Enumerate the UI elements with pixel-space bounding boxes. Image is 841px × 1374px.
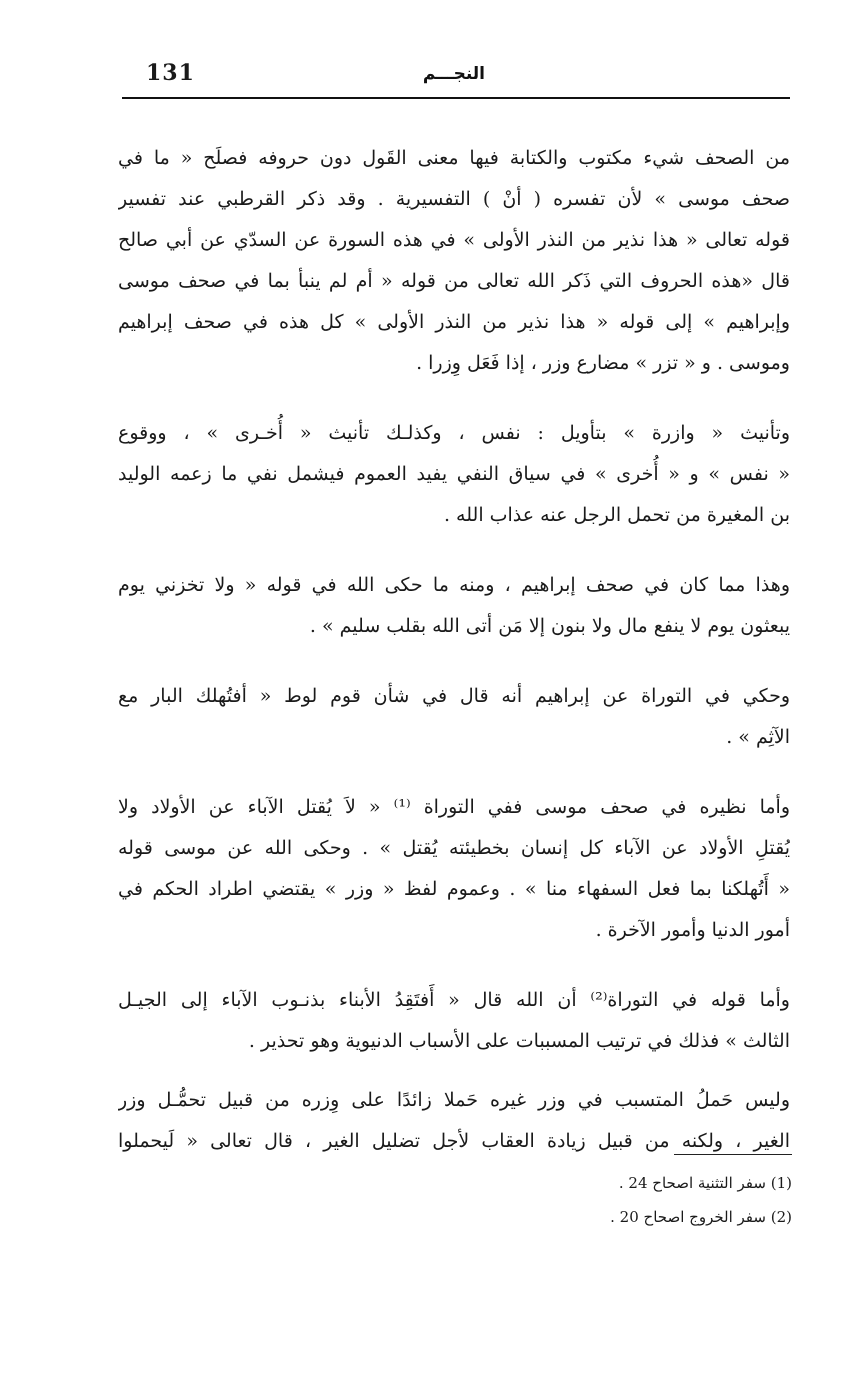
page-number: 131 (146, 60, 195, 86)
text-line: أمور الدنيا وأمور الآخرة . (595, 919, 790, 941)
paragraph-6 (118, 980, 790, 1062)
text-line: وهذا مما كان في صحف إبراهيم ، ومنه ما حكى الله في قوله « ولا تخزني يوم (118, 574, 790, 596)
text-line: بن المغيرة من تحمل الرجل عنه عذاب الله . (443, 504, 790, 526)
text-line: وأما قوله في التوراة⁽²⁾ أن الله قال « أَفتَقِدُ الأبناء بذنـوب الآباء إلى الجيـل (118, 989, 790, 1011)
text-line: قوله تعالى « هذا نذير من النذر الأولى » في هذه السورة عن السدّي عن أبي صالح (118, 229, 790, 251)
text-line: وليس حَملُ المتسبب في وزر غيره حَملا زائدًا على وِزره من قبيل تحمُّـل وزر (118, 1089, 790, 1111)
paragraph-7 (118, 1080, 790, 1162)
paragraph-1 (118, 138, 790, 384)
text-line: وأما نظيره في صحف موسى ففي التوراة ⁽¹⁾ « لاَ يُقتل الآباء عن الأولاد ولا (118, 796, 790, 818)
chapter-title: النجـــم (422, 64, 485, 84)
text-line: يُقتلِ الأولاد عن الآباء كل إنسان بخطيئته يُقتل » . وحكى الله عن موسى قوله (118, 837, 790, 859)
text-line: وإبراهيم » إلى قوله « هذا نذير من النذر الأولى » كل هذه في صحف إبراهيم (118, 311, 790, 333)
text-line: من الصحف شيء مكتوب والكتابة فيها معنى القَول دون حروفه فصلَح « ما في (118, 147, 790, 169)
text-line: يبعثون يوم لا ينفع مال ولا بنون إلا مَن أتى الله بقلب سليم » . (309, 615, 790, 637)
paragraph-3 (118, 565, 790, 647)
header-rule (122, 97, 790, 99)
text-line: الآثِم » . (726, 726, 790, 748)
text-line: الغير ، ولكنه من قبيل زيادة العقاب لأجل تضليل الغير ، قال تعالى « لَيحملوا (118, 1130, 790, 1152)
page-header (122, 58, 790, 96)
body-text (118, 138, 790, 1162)
text-line: قال «هذه الحروف التي ذَكر الله تعالى من قوله « أم لم ينبأ بما في صحف موسى (118, 270, 790, 292)
footnote-2: (2) سفر الخروج اصحاح 20 . (610, 1208, 792, 1226)
text-line: « نفس » و « أُخرى » في سياق النفي يفيد العموم فيشمل نفي ما زعمه الوليد (118, 463, 790, 485)
footnotes (470, 1166, 792, 1234)
footnote-1: (1) سفر التثنية اصحاح 24 . (618, 1174, 792, 1192)
paragraph-5 (118, 787, 790, 951)
text-line: صحف موسى » لأن تفسره ( أنْ ) التفسيرية . وقد ذكر القرطبي عند تفسير (118, 188, 790, 210)
text-line: وحكي في التوراة عن إبراهيم أنه قال في شأن قوم لوط « أفتُهلك البار مع (118, 685, 790, 707)
text-line: وموسى . و « تزر » مضارع وزر ، إذا فَعَل وِزرا . (416, 352, 790, 374)
footnote-rule (674, 1154, 792, 1155)
paragraph-2 (118, 413, 790, 536)
paragraph-4 (118, 676, 790, 758)
text-line: الثالث » فذلك في ترتيب المسببات على الأسباب الدنيوية وهو تحذير . (248, 1030, 790, 1052)
text-line: « أَتُهلكنا بما فعل السفهاء منا » . وعموم لفظ « وزر » يقتضي اطراد الحكم في (118, 878, 790, 900)
text-line: وتأنيث « وازرة » بتأويل : نفس ، وكذلـك تأنيث « أُخـرى » ، ووقوع (118, 422, 790, 444)
